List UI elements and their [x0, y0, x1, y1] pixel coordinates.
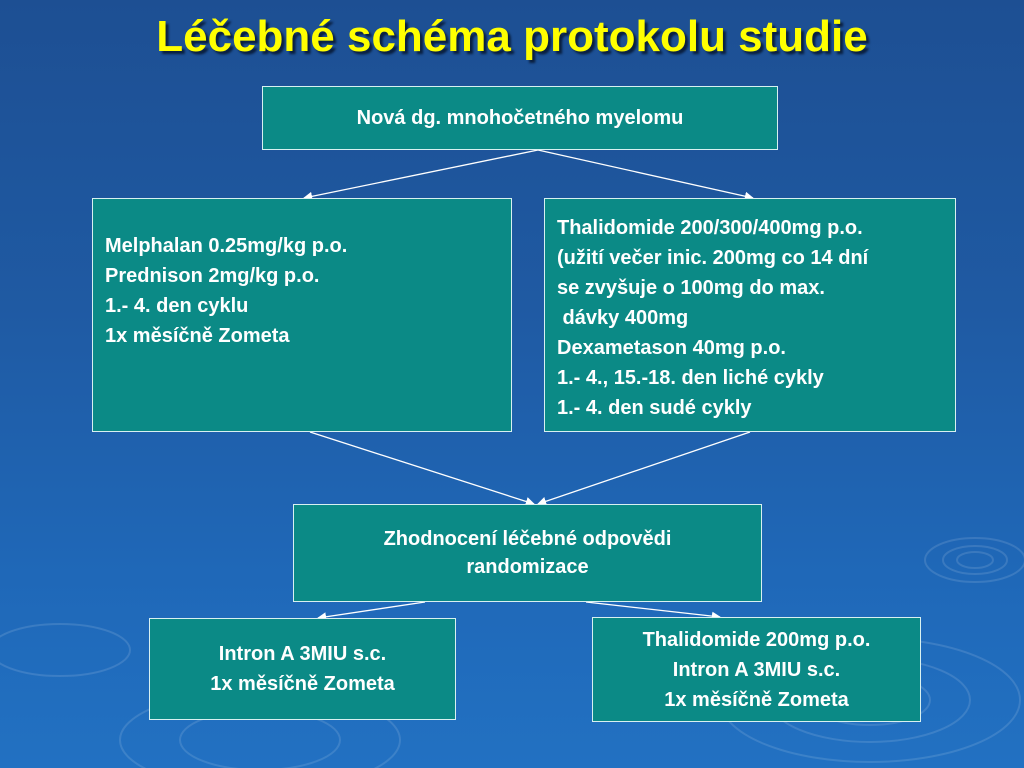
thalidomide-maintenance-box [592, 617, 921, 722]
td-line: 1.- 4. den sudé cykly [557, 397, 752, 419]
mp-line: Melphalan 0.25mg/kg p.o. [105, 235, 348, 257]
td-line: dávky 400mg [557, 307, 689, 329]
thal-maint-line: Thalidomide 200mg p.o. [642, 628, 871, 651]
diagnosis-text: Nová dg. mnohočetného myelomu [356, 106, 684, 129]
evaluation-line: Zhodnocení léčebné odpovědi [383, 528, 672, 550]
thal-maint-line: Intron A 3MIU s.c. [672, 658, 841, 681]
intron-line: Intron A 3MIU s.c. [218, 643, 387, 665]
diagnosis-box [262, 86, 778, 150]
thalidomide-dexametason-box [544, 198, 956, 432]
slide-title: Léčebné schéma protokolu studie [156, 12, 868, 61]
evaluation-box [293, 504, 762, 602]
thal-maint-line: 1x měsíčně Zometa [664, 688, 849, 711]
intron-maintenance-box [149, 618, 456, 720]
td-line: 1.- 4., 15.-18. den liché cykly [557, 367, 824, 389]
td-line: (užití večer inic. 200mg co 14 dní [557, 247, 869, 269]
mp-line: Prednison 2mg/kg p.o. [105, 265, 320, 287]
td-line: se zvyšuje o 100mg do max. [557, 277, 825, 299]
mp-line: 1x měsíčně Zometa [105, 325, 290, 347]
intron-line: 1x měsíčně Zometa [210, 673, 395, 695]
evaluation-line: randomizace [466, 556, 589, 578]
td-line: Dexametason 40mg p.o. [557, 337, 786, 359]
melphalan-prednison-box [92, 198, 512, 432]
td-line: Thalidomide 200/300/400mg p.o. [557, 217, 863, 239]
mp-line: 1.- 4. den cyklu [105, 295, 249, 317]
